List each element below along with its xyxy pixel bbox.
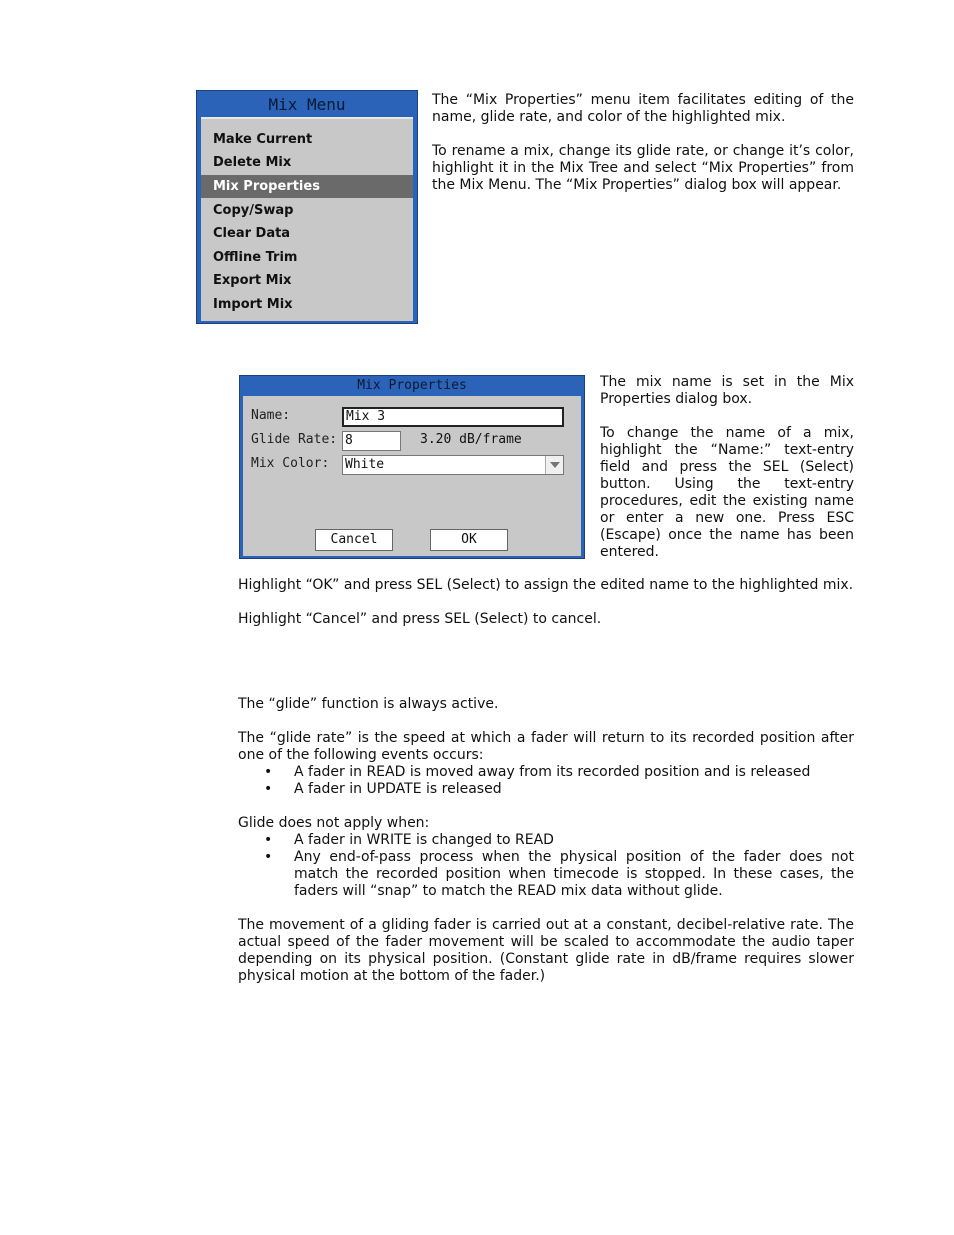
list-item: • Any end-of-pass process when the physical position of the fader does not match the recorded position when timecode is stopped. In these cases, the faders will “snap” to match the READ mix data without glide. (238, 849, 854, 900)
intro-paragraph-2: To rename a mix, change its glide rate, or change it’s color, highlight it in the Mix Tree and select “Mix Properties” from the Mix Menu. The “Mix Properties” dialog box will appear. (432, 143, 854, 193)
glide-rate-field[interactable]: 8 (342, 431, 401, 451)
mix-color-dropdown[interactable] (342, 455, 564, 475)
intro-paragraph-1: The “Mix Properties” menu item facilitates editing of the name, glide rate, and color of the highlighted mix. (432, 92, 854, 125)
name-field[interactable]: Mix 3 (342, 407, 564, 427)
dialog-title: Mix Properties (357, 378, 467, 393)
menu-item-delete-mix[interactable]: Delete Mix (213, 155, 292, 170)
glide-rate-label: Glide Rate: (251, 432, 338, 447)
side-paragraph-2: To change the name of a mix, highlight the “Name:” text-entry field and press the SEL (Select) button. Using the text-entry procedures, edit the existing name or enter a new one. Press ESC (Escape) once the name has been entered. (600, 425, 854, 560)
intro-text (432, 92, 854, 194)
mix-menu-body (201, 117, 413, 321)
ok-button[interactable]: OK (430, 529, 508, 551)
mix-menu (196, 90, 418, 324)
ok-paragraph: Highlight “OK” and press SEL (Select) to assign the edited name to the highlighted mix. (238, 577, 854, 593)
glide-not-apply-paragraph: Glide does not apply when: (238, 815, 430, 831)
movement-paragraph: The movement of a gliding fader is carried out at a constant, decibel-relative rate. The actual speed of the fader movement will be scaled to accommodate the audio taper depending on its physical position. (Constant glide rate in dB/frame requires slower physical motion at the bottom of the fader.) (238, 917, 854, 984)
dialog-side-text (600, 374, 854, 561)
glide-rate-paragraph: The “glide rate” is the speed at which a fader will return to its recorded position after one of the following events occurs: (238, 730, 854, 763)
chevron-down-icon[interactable] (545, 456, 563, 474)
glide-events-list (238, 764, 854, 798)
menu-item-clear-data[interactable]: Clear Data (213, 226, 291, 241)
glide-active-paragraph: The “glide” function is always active. (238, 696, 499, 712)
menu-item-make-current[interactable]: Make Current (213, 132, 313, 147)
mix-menu-title: Mix Menu (268, 95, 346, 114)
glide-section (238, 696, 854, 985)
side-paragraph-1: The mix name is set in the Mix Properties dialog box. (600, 374, 854, 407)
list-item: • A fader in READ is moved away from its recorded position and is released (238, 764, 854, 781)
cancel-button[interactable]: Cancel (315, 529, 393, 551)
ok-cancel-text (238, 577, 854, 628)
menu-item-import-mix[interactable]: Import Mix (213, 297, 293, 312)
menu-item-copy-swap[interactable]: Copy/Swap (213, 203, 294, 218)
list-item: • A fader in UPDATE is released (238, 781, 854, 798)
glide-exceptions-block (238, 815, 854, 900)
list-item: • A fader in WRITE is changed to READ (238, 832, 854, 849)
menu-item-export-mix[interactable]: Export Mix (213, 273, 292, 288)
menu-item-mix-properties[interactable]: Mix Properties (201, 175, 413, 198)
dialog-body (243, 396, 581, 556)
mix-properties-dialog (239, 375, 585, 559)
glide-rate-block (238, 730, 854, 798)
mix-color-label: Mix Color: (251, 456, 330, 471)
glide-exceptions-list (238, 832, 854, 900)
mix-color-value: White (345, 457, 385, 472)
glide-rate-readout: 3.20 dB/frame (420, 432, 522, 447)
menu-item-offline-trim[interactable]: Offline Trim (213, 250, 298, 265)
name-label: Name: (251, 408, 291, 423)
cancel-paragraph: Highlight “Cancel” and press SEL (Select) to cancel. (238, 611, 602, 627)
